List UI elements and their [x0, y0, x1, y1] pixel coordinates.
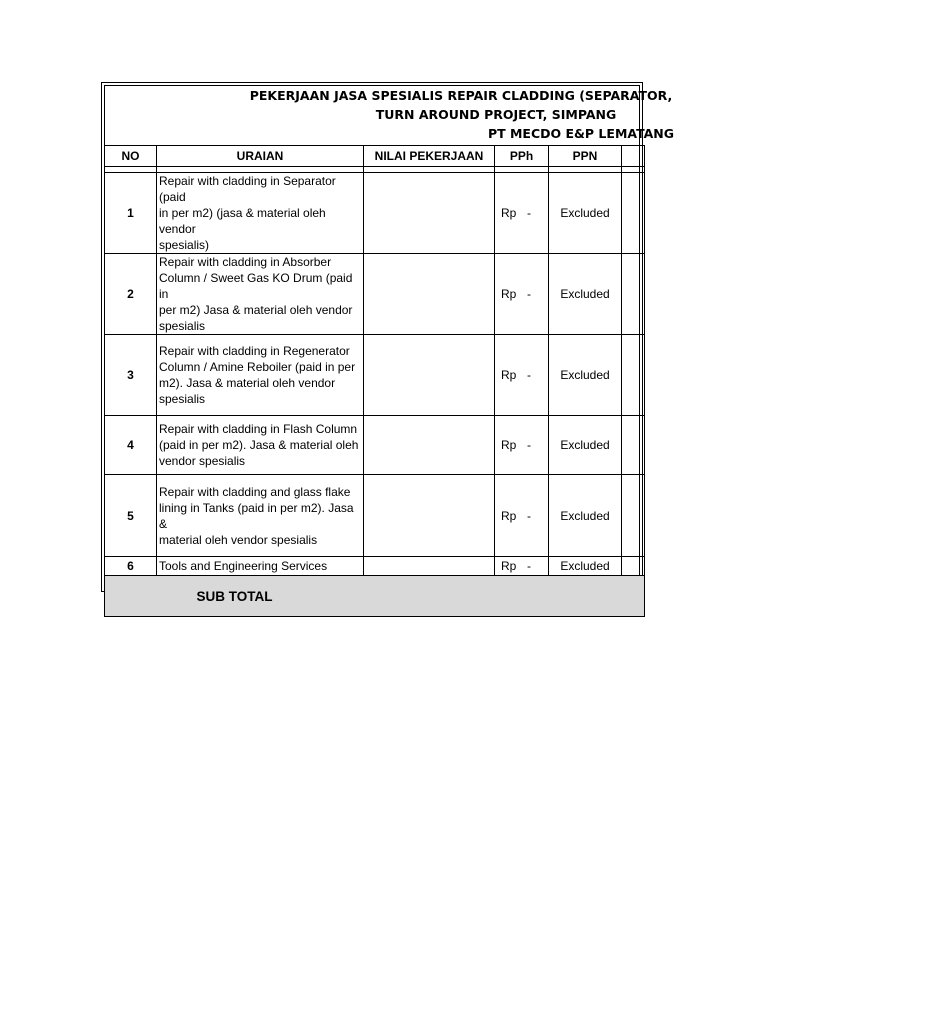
- row-nilai-pekerjaan: [364, 557, 495, 576]
- row-pph: Rp -: [495, 475, 549, 557]
- subtotal-row: [105, 576, 645, 617]
- row-ppn: Excluded: [549, 475, 622, 557]
- table-row: [105, 254, 645, 335]
- header-extra: [622, 146, 645, 167]
- row-ppn: Excluded: [549, 335, 622, 416]
- header-pph: PPh: [495, 146, 549, 167]
- subtotal-label: SUB TOTAL: [105, 576, 645, 617]
- document-title-line-3: PT MECDO E&P LEMATANG: [487, 126, 675, 141]
- row-description: Repair with cladding in Flash Column (paid in per m2). Jasa & material oleh vendor spesialis: [157, 416, 364, 475]
- table-header-row: [105, 146, 645, 167]
- spreadsheet-page: [101, 82, 675, 604]
- row-nilai-pekerjaan: [364, 416, 495, 475]
- row-description: Repair with cladding in Regenerator Column / Amine Reboiler (paid in per m2). Jasa & material oleh vendor spesialis: [157, 335, 364, 416]
- row-nilai-pekerjaan: [364, 173, 495, 254]
- header-uraian: URAIAN: [157, 146, 364, 167]
- row-number: 2: [105, 254, 157, 335]
- row-pph: Rp -: [495, 173, 549, 254]
- row-ppn: Excluded: [549, 557, 622, 576]
- row-nilai-pekerjaan: [364, 335, 495, 416]
- row-description: Repair with cladding in Absorber Column / Sweet Gas KO Drum (paid in per m2) Jasa & material oleh vendor spesialis: [157, 254, 364, 335]
- table-row: [105, 173, 645, 254]
- row-description: Tools and Engineering Services: [157, 557, 364, 576]
- cost-table: [104, 145, 645, 617]
- row-ppn: Excluded: [549, 416, 622, 475]
- row-number: 5: [105, 475, 157, 557]
- header-nilai-pekerjaan: NILAI PEKERJAAN: [364, 146, 495, 167]
- table-row: [105, 557, 645, 576]
- row-ppn: Excluded: [549, 254, 622, 335]
- header-no: NO: [105, 146, 157, 167]
- row-pph: Rp -: [495, 335, 549, 416]
- row-pph: Rp -: [495, 557, 549, 576]
- document-title-line-2: TURN AROUND PROJECT, SIMPANG: [375, 107, 617, 122]
- row-nilai-pekerjaan: [364, 475, 495, 557]
- row-number: 3: [105, 335, 157, 416]
- table-row: [105, 416, 645, 475]
- row-number: 4: [105, 416, 157, 475]
- row-description: Repair with cladding and glass flake lining in Tanks (paid in per m2). Jasa & material oleh vendor spesialis: [157, 475, 364, 557]
- header-ppn: PPN: [549, 146, 622, 167]
- row-ppn: Excluded: [549, 173, 622, 254]
- row-number: 6: [105, 557, 157, 576]
- table-row: [105, 335, 645, 416]
- table-row: [105, 475, 645, 557]
- document-title-line-1: PEKERJAAN JASA SPESIALIS REPAIR CLADDING (SEPARATOR,: [249, 88, 673, 103]
- row-pph: Rp -: [495, 254, 549, 335]
- row-description: Repair with cladding in Separator (paid in per m2) (jasa & material oleh vendor spesialis): [157, 173, 364, 254]
- row-nilai-pekerjaan: [364, 254, 495, 335]
- row-number: 1: [105, 173, 157, 254]
- row-pph: Rp -: [495, 416, 549, 475]
